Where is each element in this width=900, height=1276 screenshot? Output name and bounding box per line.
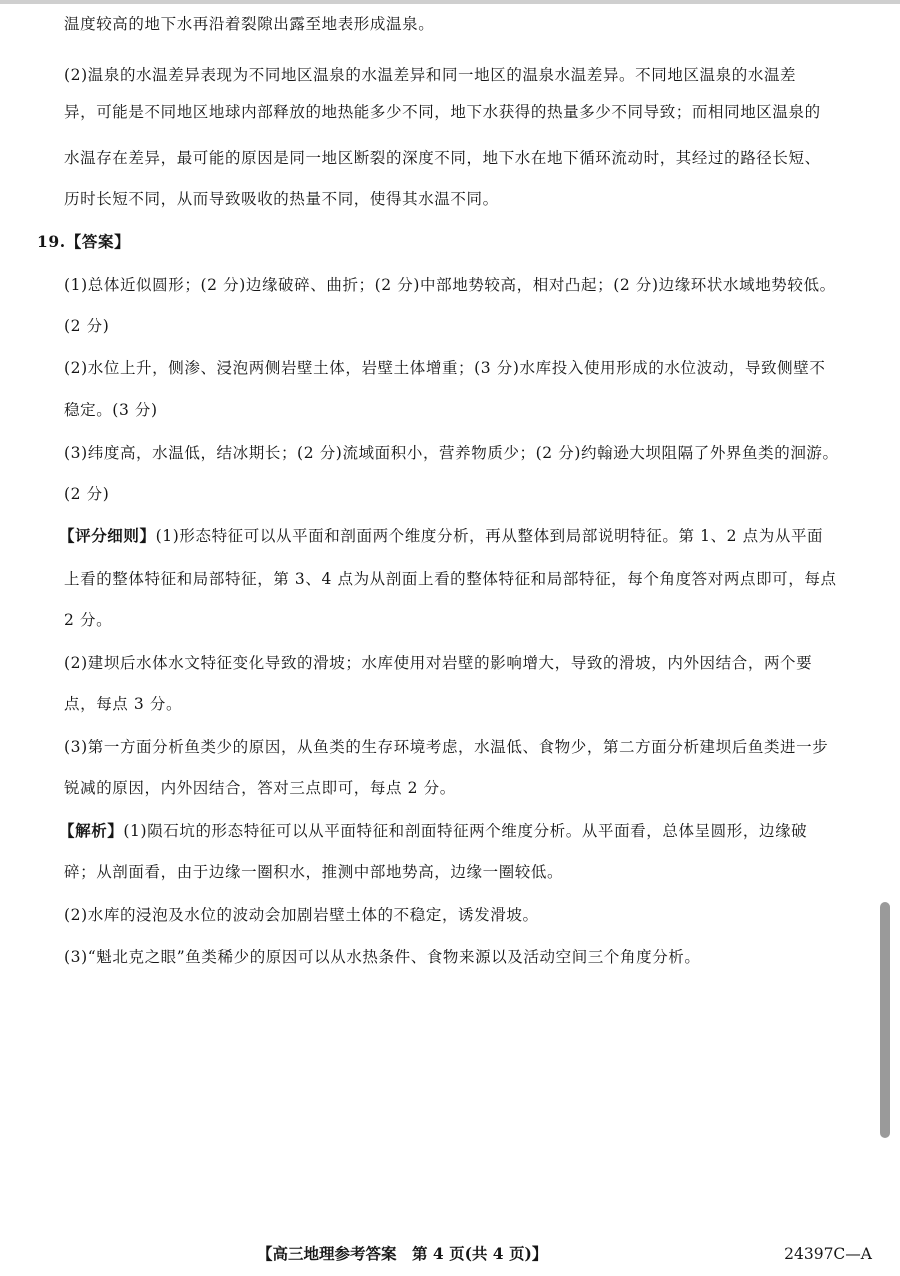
text-line: 稳定。(3 分) — [64, 401, 158, 419]
text-line: (1)形态特征可以从平面和剖面两个维度分析，再从整体到局部说明特征。第 1、2 点为从平面 — [155, 527, 824, 545]
footer-title: 【高三地理参考答案 第 4 页(共 4 页)】 — [257, 1244, 548, 1263]
analysis-label: 【解析】 — [59, 821, 124, 840]
top-strip — [0, 0, 900, 4]
rubric-label: 【评分细则】 — [59, 526, 156, 545]
text-line: 碎；从剖面看，由于边缘一圈积水，推测中部地势高，边缘一圈较低。 — [64, 863, 564, 881]
text-line: (2)温泉的水温差异表现为不同地区温泉的水温差异和同一地区的温泉水温差异。不同地区温泉的水温差 — [64, 66, 797, 84]
text-line: (3)第一方面分析鱼类少的原因，从鱼类的生存环境考虑，水温低、食物少，第二方面分析建坝后鱼类进一步 — [64, 738, 829, 756]
text-line: (2)建坝后水体水文特征变化导致的滑坡；水库使用对岩壁的影响增大，导致的滑坡，内外因结合，两个要 — [64, 654, 813, 672]
footer-code: 24397C—A — [784, 1245, 872, 1263]
analysis-paragraph — [59, 821, 807, 841]
question-19-heading: 19.【答案】 — [37, 232, 131, 251]
text-line: 锐减的原因，内外因结合，答对三点即可，每点 2 分。 — [64, 779, 456, 797]
text-line: (3)纬度高，水温低，结冰期长；(2 分)流域面积小，营养物质少；(2 分)约翰逊大坝阻隔了外界鱼类的洄游。 — [64, 444, 839, 462]
text-line: 温度较高的地下水再沿着裂隙出露至地表形成温泉。 — [64, 15, 435, 33]
text-line: (3)“魁北克之眼”鱼类稀少的原因可以从水热条件、食物来源以及活动空间三个角度分析。 — [64, 948, 701, 966]
text-line: (2)水位上升，侧渗、浸泡两侧岩壁土体，岩壁土体增重；(3 分)水库投入使用形成的水位波动，导致侧壁不 — [64, 359, 826, 377]
text-line: 历时长短不同，从而导致吸收的热量不同，使得其水温不同。 — [64, 190, 499, 208]
vertical-scrollbar[interactable] — [880, 902, 890, 1138]
text-line: (1)陨石坑的形态特征可以从平面特征和剖面特征两个维度分析。从平面看，总体呈圆形，边缘破 — [123, 822, 808, 840]
rubric-paragraph — [59, 526, 823, 546]
text-line: 水温存在差异，最可能的原因是同一地区断裂的深度不同，地下水在地下循环流动时，其经过的路径长短、 — [64, 149, 821, 167]
text-line: (2)水库的浸泡及水位的波动会加剧岩壁土体的不稳定，诱发滑坡。 — [64, 906, 539, 924]
text-line: 点，每点 3 分。 — [64, 695, 183, 713]
text-line: (1)总体近似圆形；(2 分)边缘破碎、曲折；(2 分)中部地势较高，相对凸起；(2 分)边缘环状水域地势较低。 — [64, 276, 836, 294]
text-line: (2 分) — [64, 485, 110, 503]
text-line: (2 分) — [64, 317, 110, 335]
text-line: 异，可能是不同地区地球内部释放的地热能多少不同，地下水获得的热量多少不同导致；而相同地区温泉的 — [64, 103, 821, 121]
text-line: 上看的整体特征和局部特征，第 3、4 点为从剖面上看的整体特征和局部特征，每个角度答对两点即可，每点 — [64, 570, 837, 588]
text-line: 2 分。 — [64, 611, 113, 629]
